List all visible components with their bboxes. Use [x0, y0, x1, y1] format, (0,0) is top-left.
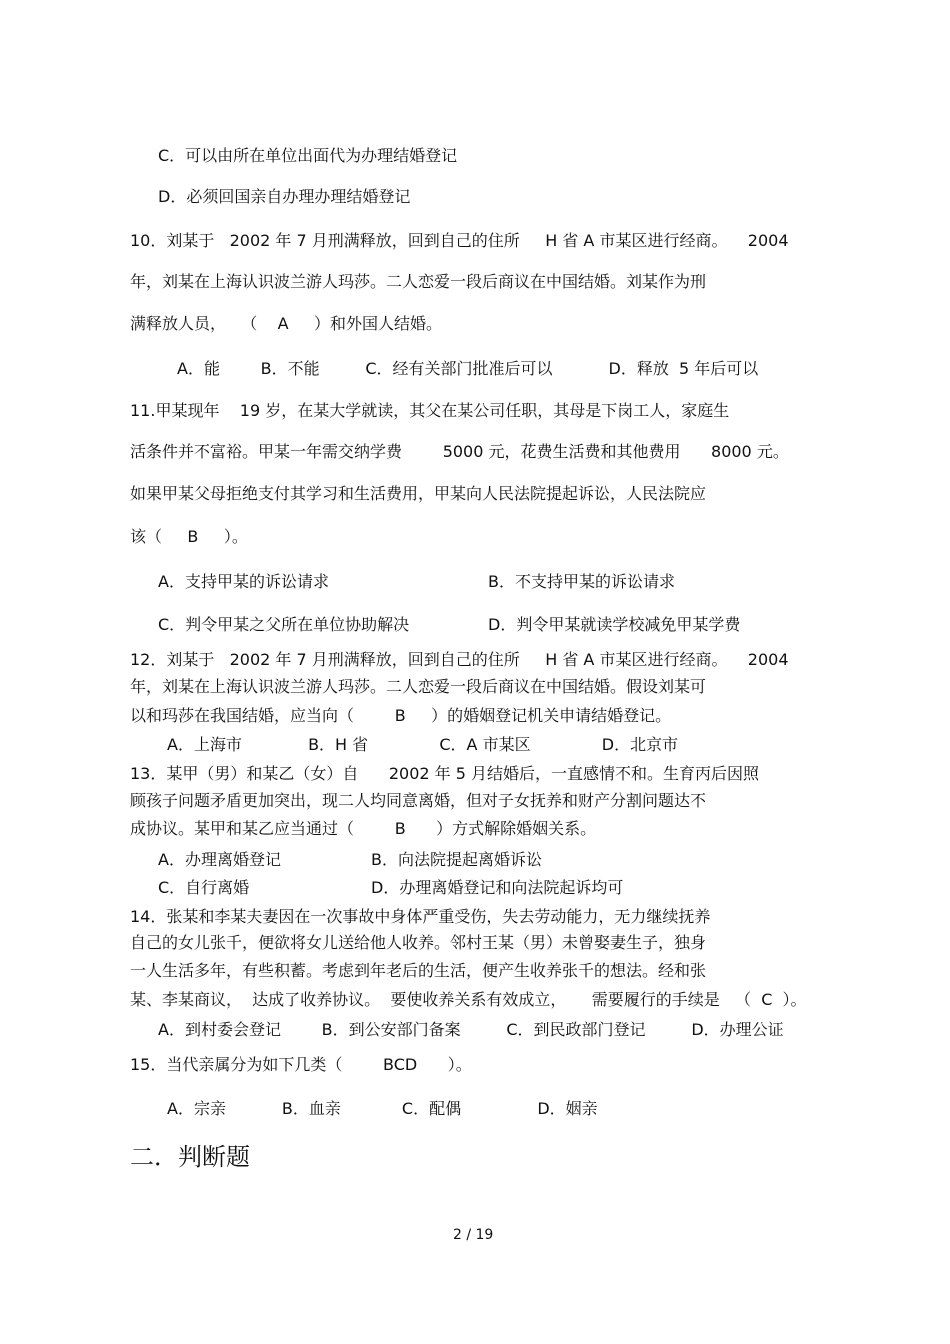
q13-option-c: C．自行离婚 — [158, 878, 250, 897]
q11-option-c: C．判令甲某之父所在单位协助解决 — [158, 615, 410, 634]
q11-option-a: A．支持甲某的诉讼请求 — [158, 572, 329, 591]
q11-option-b: B．不支持甲某的诉讼请求 — [488, 572, 675, 591]
q13-option-a: A．办理离婚登记 — [158, 850, 281, 869]
q15-line-1: 15．当代亲属分为如下几类（ BCD ）。 — [130, 1055, 472, 1074]
q12-line-3: 以和玛莎在我国结婚，应当向（ B ）的婚姻登记机关申请结婚登记。 — [130, 706, 672, 725]
q14-line-1: 14．张某和李某夫妻因在一次事故中身体严重受伤，失去劳动能力，无力继续抚养 — [130, 907, 711, 926]
q12-line-2: 年，刘某在上海认识波兰游人玛莎。二人恋爱一段后商议在中国结婚。假设刘某可 — [130, 677, 707, 696]
q15-options: A．宗亲 B．血亲 C．配偶 D．姻亲 — [167, 1099, 598, 1118]
q13-line-3: 成协议。某甲和某乙应当通过（ B ）方式解除婚姻关系。 — [130, 819, 597, 838]
q13-line-1: 13．某甲（男）和某乙（女）自 2002 年 5 月结婚后，一直感情不和。生育丙后因照 — [130, 764, 760, 783]
q14-line-3: 一人生活多年，有些积蓄。考虑到年老后的生活，便产生收养张千的想法。经和张 — [130, 961, 707, 980]
q10-line-2: 年，刘某在上海认识波兰游人玛莎。二人恋爱一段后商议在中国结婚。刘某作为刑 — [130, 272, 707, 291]
q11-line-2: 活条件并不富裕。甲某一年需交纳学费 5000 元，花费生活费和其他费用 8000 元。 — [130, 442, 789, 461]
q11-option-d: D．判令甲某就读学校减免甲某学费 — [488, 615, 741, 634]
q12-options: A．上海市 B．H 省 C．A 市某区 D．北京市 — [167, 735, 679, 754]
q10-line-3: 满释放人员， （ A ）和外国人结婚。 — [130, 314, 442, 333]
q10-options: A．能 B．不能 C．经有关部门批准后可以 D．释放 5 年后可以 — [177, 359, 759, 378]
q11-line-1: 11.甲某现年 19 岁，在某大学就读，其父在某公司任职，其母是下岗工人，家庭生 — [130, 401, 730, 420]
q9-option-d: D．必须回国亲自办理办理结婚登记 — [158, 187, 411, 206]
page-number: 2 / 19 — [453, 1227, 494, 1243]
q9-option-c: C．可以由所在单位出面代为办理结婚登记 — [158, 146, 458, 165]
q13-option-d: D．办理离婚登记和向法院起诉均可 — [371, 878, 624, 897]
section-title: 二．判断题 — [130, 1143, 250, 1171]
q11-line-3: 如果甲某父母拒绝支付其学习和生活费用，甲某向人民法院提起诉讼，人民法院应 — [130, 484, 707, 503]
q10-line-1: 10．刘某于 2002 年 7 月刑满释放，回到自己的住所 H 省 A 市某区进行经商。 2004 — [130, 231, 789, 250]
q13-line-2: 顾孩子问题矛盾更加突出，现二人均同意离婚，但对子女抚养和财产分割问题达不 — [130, 791, 707, 810]
q12-line-1: 12．刘某于 2002 年 7 月刑满释放，回到自己的住所 H 省 A 市某区进行经商。 2004 — [130, 650, 789, 669]
q14-line-4: 某、李某商议， 达成了收养协议。 要使收养关系有效成立， 需要履行的手续是 （ C ）。 — [130, 990, 807, 1009]
q14-options: A．到村委会登记 B．到公安部门备案 C．到民政部门登记 D．办理公证 — [158, 1020, 784, 1039]
q11-line-4: 该（ B ）。 — [130, 527, 248, 546]
q13-option-b: B．向法院提起离婚诉讼 — [371, 850, 542, 869]
q14-line-2: 自己的女儿张千，便欲将女儿送给他人收养。邻村王某（男）未曾娶妻生子，独身 — [130, 933, 707, 952]
